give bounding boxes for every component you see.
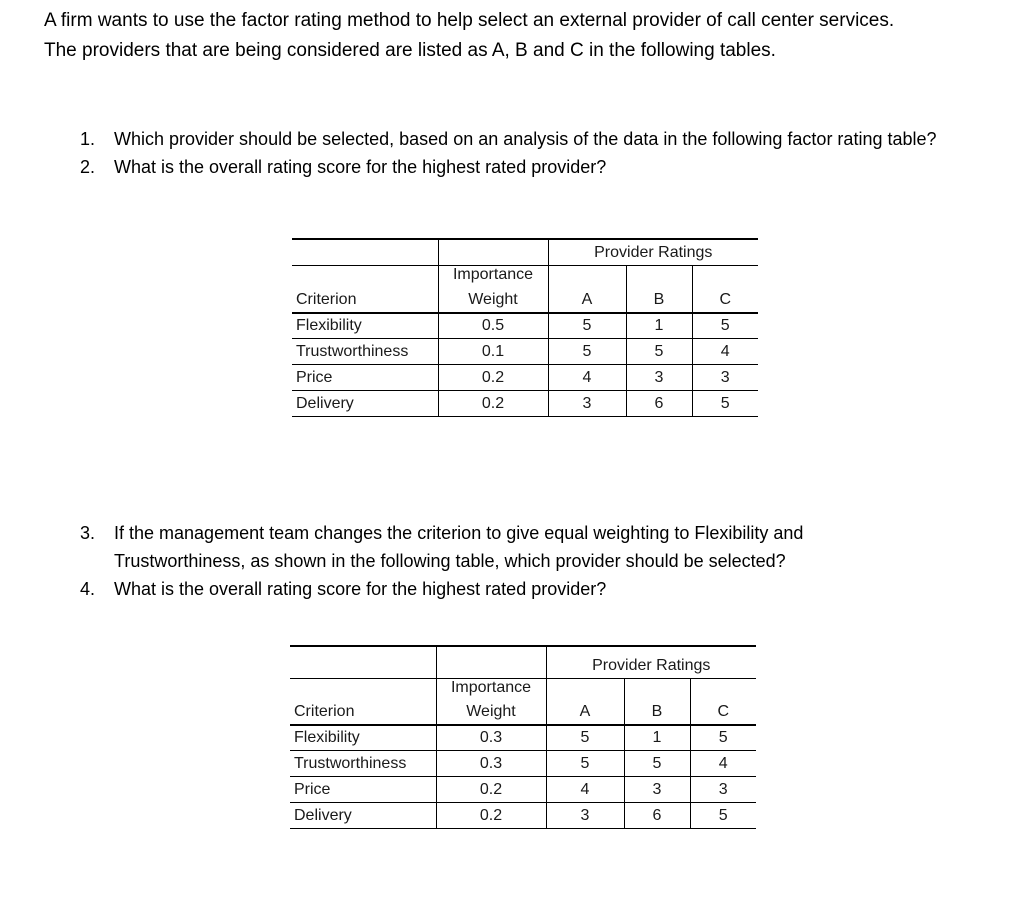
question-item bbox=[80, 575, 880, 603]
rating-cell: 4 bbox=[548, 365, 626, 391]
intro-paragraph bbox=[44, 6, 1019, 66]
question-item bbox=[80, 125, 1015, 153]
table-cell bbox=[438, 239, 548, 265]
provider-c-header: C bbox=[692, 265, 758, 313]
factor-rating-table-1 bbox=[292, 238, 758, 417]
rating-cell: 5 bbox=[548, 339, 626, 365]
criterion-header: Criterion bbox=[292, 265, 438, 313]
weight-header-line-2: Weight bbox=[468, 290, 518, 308]
rating-cell: 3 bbox=[624, 777, 690, 803]
rating-cell: 5 bbox=[546, 725, 624, 751]
provider-ratings-header: Provider Ratings bbox=[546, 646, 756, 678]
rating-cell: 3 bbox=[690, 777, 756, 803]
provider-b-header: B bbox=[626, 265, 692, 313]
rating-cell: 3 bbox=[546, 803, 624, 829]
rating-cell: 1 bbox=[624, 725, 690, 751]
weight-cell: 0.2 bbox=[436, 777, 546, 803]
question-number: 1. bbox=[80, 129, 96, 149]
provider-b-header: B bbox=[624, 678, 690, 725]
weight-cell: 0.2 bbox=[438, 391, 548, 417]
question-text-line-1: If the management team changes the criterion to give equal weighting to Flexibility and bbox=[114, 523, 804, 543]
provider-ratings-header: Provider Ratings bbox=[548, 239, 758, 265]
question-text: Which provider should be selected, based on an analysis of the data in the following factor rating table? bbox=[114, 129, 937, 149]
provider-a-header: A bbox=[548, 265, 626, 313]
criterion-cell: Trustworthiness bbox=[290, 751, 436, 777]
rating-cell: 5 bbox=[690, 725, 756, 751]
weight-cell: 0.2 bbox=[436, 803, 546, 829]
weight-cell: 0.3 bbox=[436, 751, 546, 777]
table-cell bbox=[292, 239, 438, 265]
rating-cell: 3 bbox=[626, 365, 692, 391]
factor-rating-table-2 bbox=[290, 645, 756, 829]
weight-header-line-2: Weight bbox=[466, 702, 516, 720]
question-number: 3. bbox=[80, 523, 96, 543]
criterion-cell: Trustworthiness bbox=[292, 339, 438, 365]
criterion-header: Criterion bbox=[290, 678, 436, 725]
intro-line-2: The providers that are being considered are listed as A, B and C in the following tables. bbox=[44, 40, 776, 61]
question-list-1 bbox=[80, 125, 1015, 181]
criterion-cell: Price bbox=[292, 365, 438, 391]
criterion-cell: Delivery bbox=[290, 803, 436, 829]
criterion-cell: Delivery bbox=[292, 391, 438, 417]
rating-cell: 3 bbox=[548, 391, 626, 417]
weight-header-line-1: Importance bbox=[450, 678, 532, 696]
question-text-line-2: Trustworthiness, as shown in the following table, which provider should be selected? bbox=[114, 551, 786, 571]
question-item bbox=[80, 153, 1015, 181]
rating-cell: 5 bbox=[626, 339, 692, 365]
weight-cell: 0.1 bbox=[438, 339, 548, 365]
rating-cell: 4 bbox=[692, 339, 758, 365]
rating-cell: 3 bbox=[692, 365, 758, 391]
question-text: What is the overall rating score for the highest rated provider? bbox=[114, 579, 607, 599]
rating-cell: 5 bbox=[692, 313, 758, 339]
rating-cell: 5 bbox=[546, 751, 624, 777]
question-number: 4. bbox=[80, 579, 96, 599]
criterion-cell: Flexibility bbox=[292, 313, 438, 339]
weight-cell: 0.2 bbox=[438, 365, 548, 391]
question-list-2 bbox=[80, 519, 880, 603]
rating-cell: 5 bbox=[624, 751, 690, 777]
table-cell bbox=[436, 646, 546, 678]
rating-cell: 6 bbox=[624, 803, 690, 829]
criterion-cell: Flexibility bbox=[290, 725, 436, 751]
question-number: 2. bbox=[80, 157, 96, 177]
rating-cell: 5 bbox=[548, 313, 626, 339]
rating-cell: 5 bbox=[690, 803, 756, 829]
question-item bbox=[80, 519, 880, 575]
rating-cell: 5 bbox=[692, 391, 758, 417]
weight-cell: 0.5 bbox=[438, 313, 548, 339]
rating-cell: 6 bbox=[626, 391, 692, 417]
table-cell bbox=[290, 646, 436, 678]
criterion-cell: Price bbox=[290, 777, 436, 803]
intro-line-1: A firm wants to use the factor rating method to help select an external provider of call center services. bbox=[44, 10, 895, 31]
weight-header-line-1: Importance bbox=[452, 265, 534, 283]
provider-c-header: C bbox=[690, 678, 756, 725]
rating-cell: 4 bbox=[690, 751, 756, 777]
provider-a-header: A bbox=[546, 678, 624, 725]
rating-cell: 4 bbox=[546, 777, 624, 803]
weight-header bbox=[436, 678, 546, 725]
rating-cell: 1 bbox=[626, 313, 692, 339]
weight-cell: 0.3 bbox=[436, 725, 546, 751]
weight-header bbox=[438, 265, 548, 313]
question-text: What is the overall rating score for the highest rated provider? bbox=[114, 157, 607, 177]
